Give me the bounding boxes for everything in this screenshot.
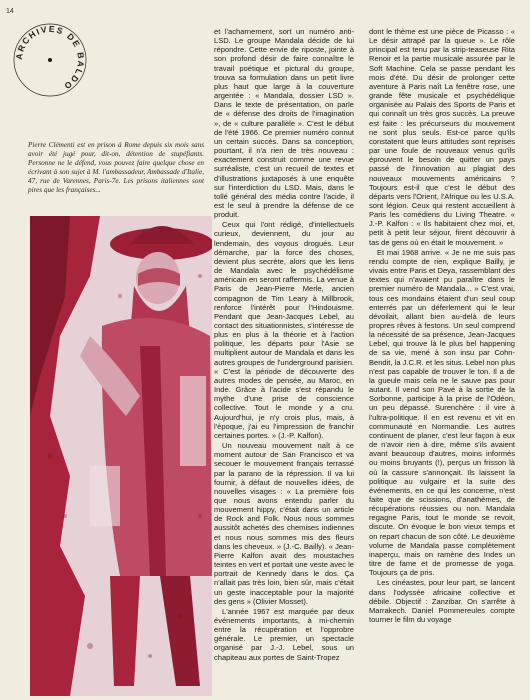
archive-stamp-logo [10, 20, 90, 100]
page-number: 14 [6, 8, 14, 15]
column-1-paragraph: et l'acharnement, sort un numéro anti-LSD. Le groupe Mandala décide de lui répondre. Cette envie de riposte, jointe à son profond désir de faire connaître le travail poétique et pictural du groupe, trouva sa formulation dans un petit livre plus haut que large à la couverture argentée : « Mandala, dossier LSD ». Dans le texte de présentation, on parle de « défense des droits de l'imagination », de « culture parallèle ». C'est le début de l'été 1966. Ce premier numéro connut un certain succès. Dans sa conception, pourtant, il n'a rien de très nouveau : exactement construit comme une revue surréaliste, c'est un recueil de textes et d'illustrations juxtaposés à une enquête sur l'interdiction du LSD. Mais, dans le tollé général des média contre l'acide, il est le seul à prendre la défense de ce produit. [214, 27, 354, 220]
photo-caption: Pierre Clémenti est en prison à Rome depuis six mois sans avoir été jugé pour, dit-on, détention de stupéfiants. Personne ne le défend, vous pouvez faire quelque chose en écrivant à son sujet à M. l'ambassadeur, Ambassade d'Italie, 47, rue de Varennes, Paris-7e. Les prisons italiennes sont pires que les françaises... [28, 141, 204, 195]
article-column-1 [214, 27, 354, 697]
article-column-2 [369, 27, 515, 697]
svg-text:ARCHIVES DE BALDO: ARCHIVES DE BALDO [13, 23, 87, 93]
column-2-paragraph: Et mai 1968 arrive. « Je ne me suis pas rendu compte de rien, explique Bailly, je vivais entre Paris et Deya, rassemblant des textes qui n'avaient pu paraître dans le premier numéro de Mandala... » C'est vrai, tous ces mondains étaient d'un seul coup enterrés par un déferlement qui le leur dévoilait, allant bien au-delà de leurs propres rêves à festons. Un seul comprend la nécessité de sa présence, Jean-Jacques Lebel, qui trouve là le plus bel happening de sa vie, mené à son insu par Cohn-Bendit, la J.C.R. et les situs. Lebel non plus n'est pas capable de trouver le ton. Il a de la gueule mais cela ne le sauve pas pour autant. Il vend son Pavé à la sortie de la Sorbonne, participe à la prise de l'Odéon, un peu dépassé. Surenchère : il vire à l'ultra-politique. Il en est revenu et vit en communauté en Normandie. Les autres continuent de planer, c'est leur façon à eux de n'avoir rien à dire, même s'ils avaient avant beaucoup d'autres, moins informés ou moins bruyants (!), perçus un frisson là où la cassure s'annonçait. Ils laissent la politique au vulgaire et la suite des événements, en ce qui les concerne, n'est faite que de scissions, d'anathèmes, de récupérations réussies ou non. Mandala regagne Paris, tout le monde se revoit, discute. On évoque le bon vieux temps et on repart chacun de son côté. Le deuxième volume de Mandala passe complètement inaperçu, mais on ramène des Indes un titre de fame et de promesse de yoga. Toujours ça de pris. [369, 247, 515, 578]
column-1-paragraph: L'année 1967 est marquée par deux événements importants, à mi-chemin entre la récupération et l'opprobre générale. Le premier, un spectacle organisé par J.-J. Lebel, sous un chapiteau aux portes de Saint-Tropez [214, 606, 354, 662]
column-2-paragraph: Les cinéastes, pour leur part, se lancent dans l'odyssée africaine collective et débile. Objectif : Zanzibar. On s'arrête à Marrakech. Daniel Pommereules compte tourner le film du voyage [369, 578, 515, 624]
archive-stamp [10, 20, 90, 100]
portrait-photo-icon [30, 216, 212, 696]
column-1-paragraph: Un nouveau mouvement naît à ce moment autour de San Francisco et va secouer le mouvement français terrassé par la parano de la répression. Il va lui fournir, à défaut de nouvelles idées, de nouvelles visages : « La première fois que nous avons entendu parler du mouvement hippy, c'était dans un article de Rock and Folk. Nous nous sommes aussitôt achetés des chemises indiennes et nous nous sommes mis des fleurs dans les cheveux. » (J.-C. Bailly). « Jean-Pierre Kalfon avait des moustaches teintes en vert et portait une veste avec le portrait de Kennedy dans le dos. Ça n'allait pas très loin, bien sûr, mais c'était un geste inacceptable pour la majorité des gens » (Olivier Mosset). [214, 441, 354, 606]
column-2-paragraph: dont le thème est une pièce de Picasso : « Le désir attrapé par la queue ». Le rôle principal est tenu par la strip-teaseuse Rita Renoir et la partie musicale assurée par le Soft Machine. Cela se passe pendant les mois d'été. Du désir de prolonger cette aventure à Paris naît La fenêtre rose, une grande fête musicale et psychédélique organisée au Palais des Sports de Paris et qui connaît un très gros succès. La preuve est faite : les précurseurs du mouvement ne sont plus seuls. Est-ce parce qu'ils constatent que leurs attitudes sont reprises par une foule de nouveaux venus qu'ils éprouvent le besoin de quitter un pays passé de l'innovation au plagiat des nouveaux mouvements américains ? Toujours est-il que c'est le début des départs vers l'Orient, l'Afrique ou les U.S.A. sont légion. Ceux qui restent accueillent à Paris les comédiens du Living Theatre. « J.-P. Kalfon : « Ils habitaient chez moi, et, petit à petit leur séjour, firent découvrir à tas de gens où en était le mouvement. » [369, 27, 515, 247]
column-1-paragraph: Ceux qui l'ont rédigé, d'intellectuels curieux, deviennent, du jour au lendemain, des voyous drogués. Leur démarche, par la force des choses, devient plus secrète, alors que les liens de Mandala avec le psychédélisme américain en seront raffermis. La venue à Paris de Jean-Pierre Merle, ancien compagnon de Tim Leary à Millbrook, renforce l'intérêt pour l'Hindouisme. Pendant que Jean-Jacques Lebel, au contact des situationnistes, s'intéresse de plus en plus à la théorie et à l'action politique, les départs pour l'Asie se multiplient autour de Mandala et dans les autres groupes de l'underground parisien. « C'est la période de découverte des autres modes de pensée, au Maroc, en Inde. Grâce à l'acide s'est répandu le mythe d'une prise de conscience collective. Tout le monde y a cru. Aujourd'hui, je n'y crois plus, mais, à l'époque, j'ai eu l'impression de franchir certaines portes. » (J.-P. Kalfon). [214, 220, 354, 440]
photo-illustration [30, 216, 212, 696]
